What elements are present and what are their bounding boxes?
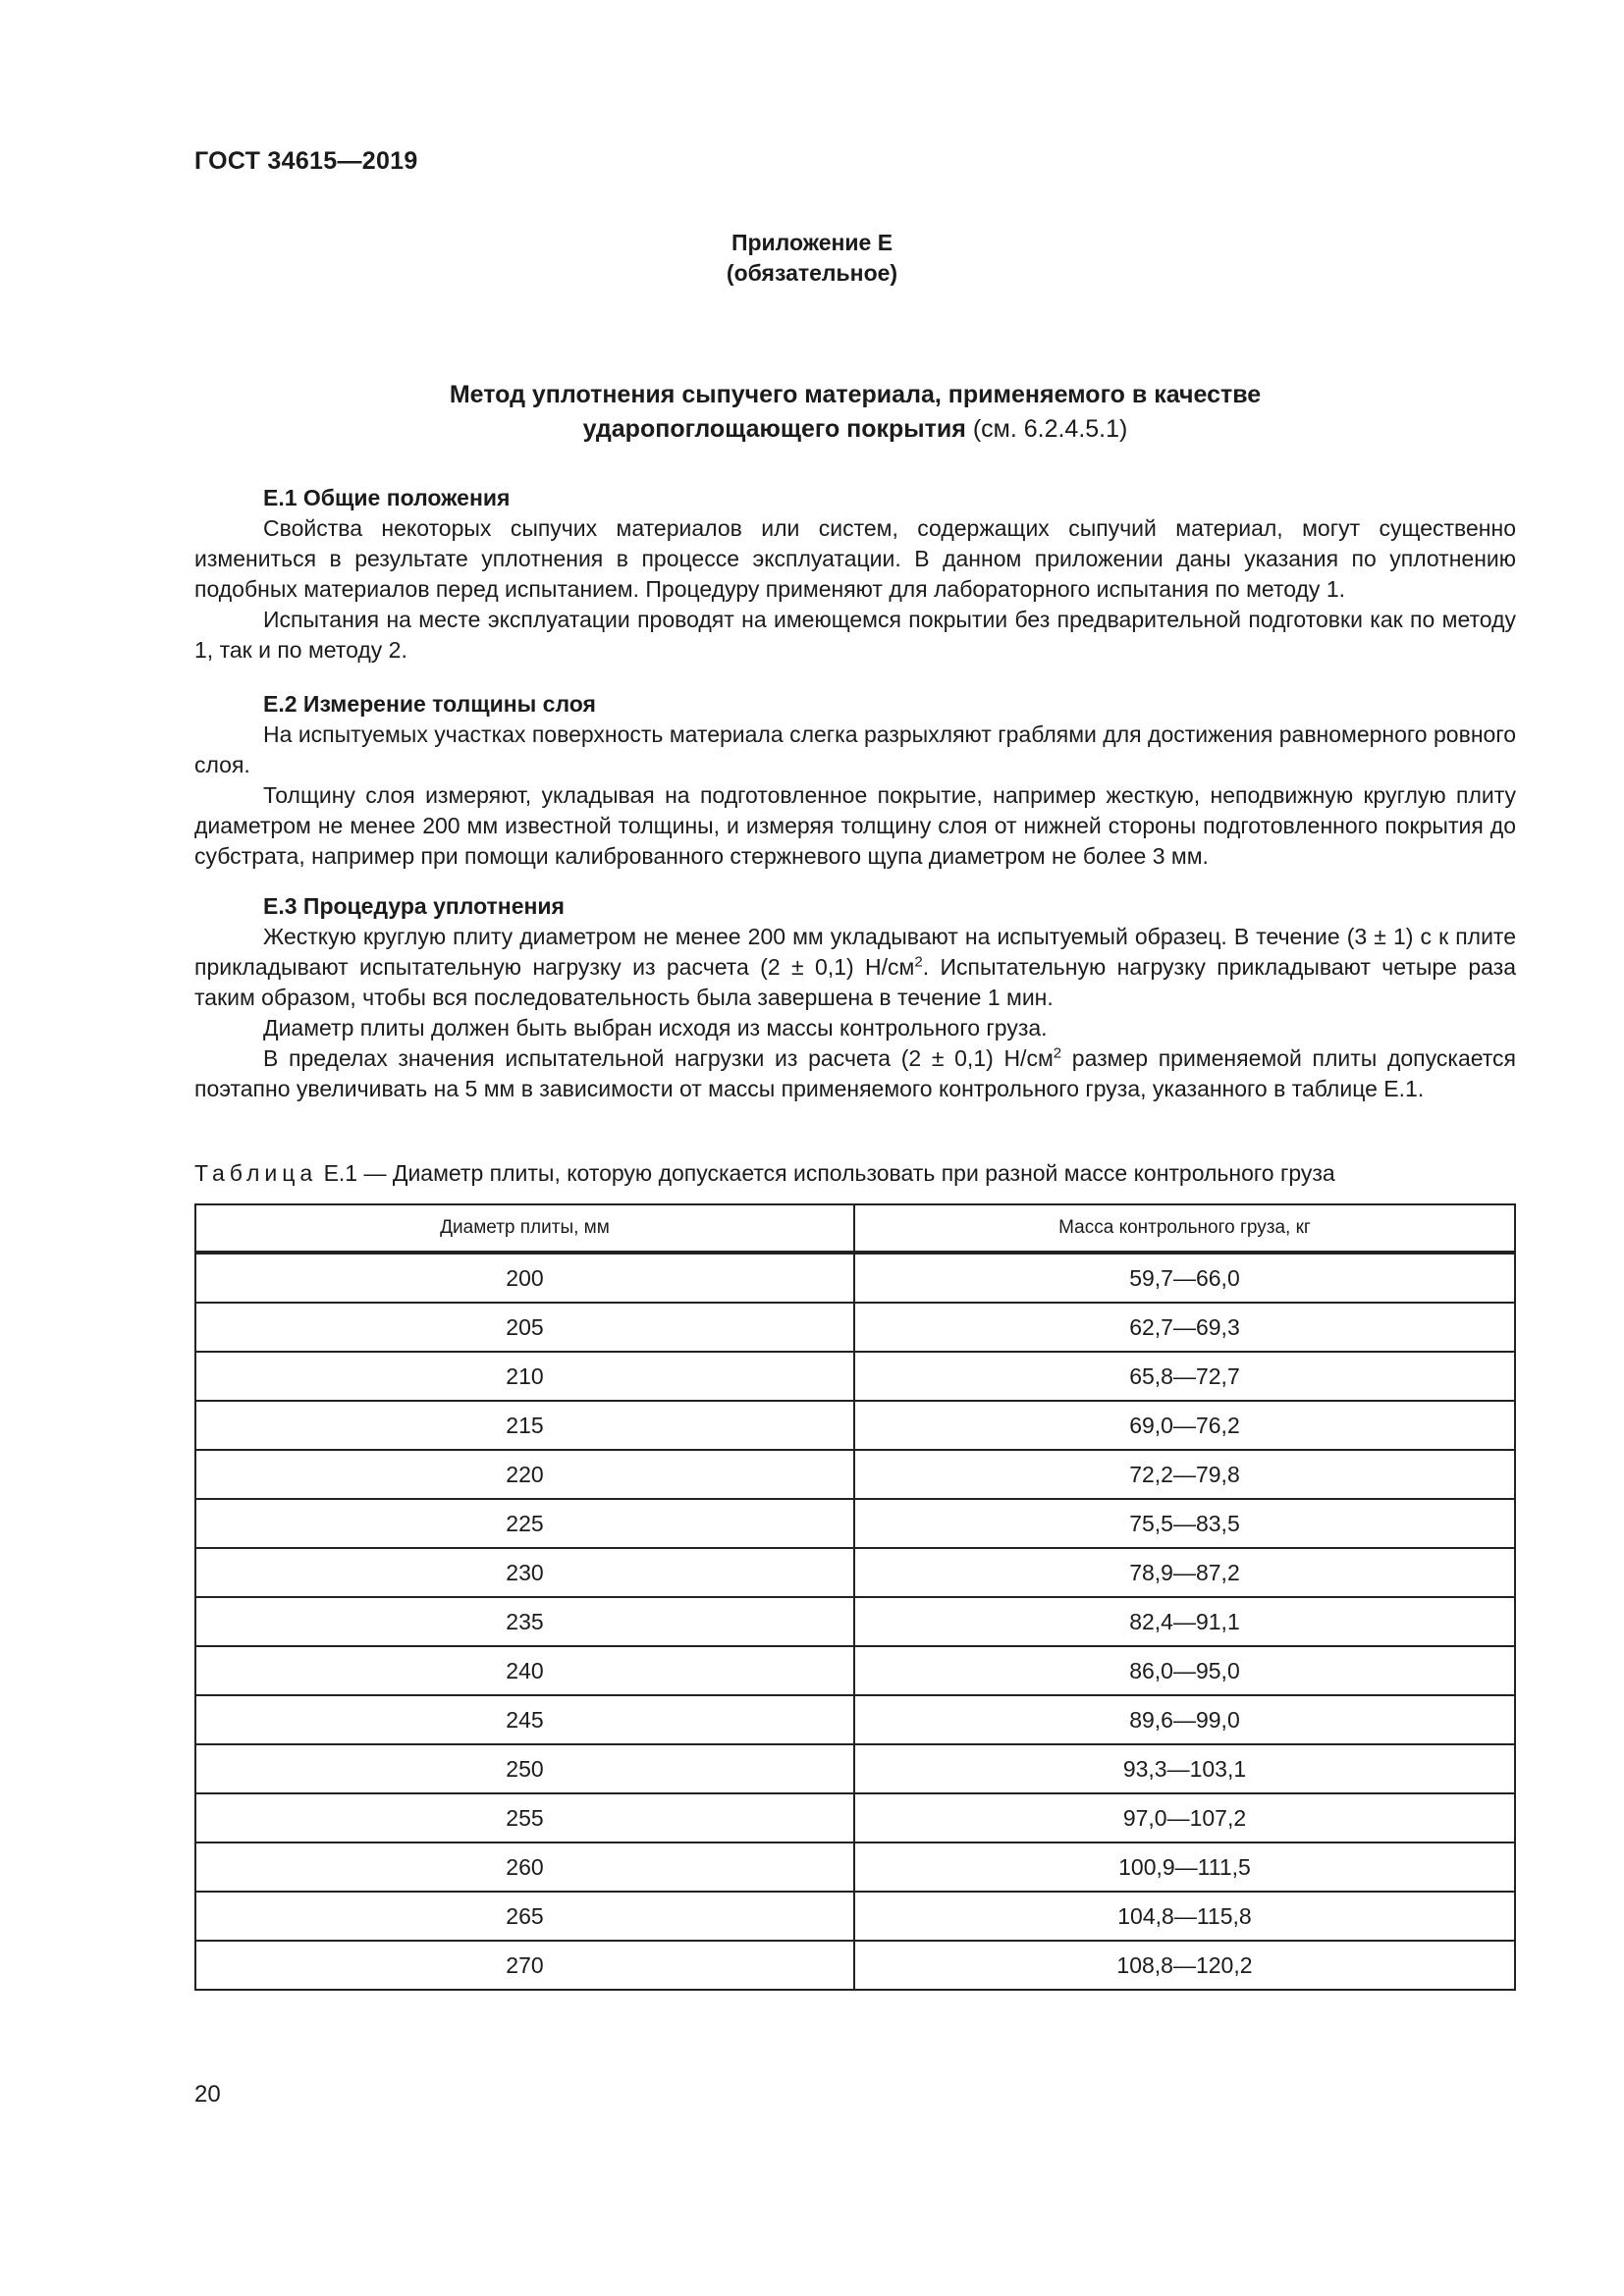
annex-title: Приложение Е [731, 230, 893, 255]
cell-diameter: 225 [195, 1499, 854, 1548]
cell-mass: 75,5—83,5 [854, 1499, 1515, 1548]
paragraph: В пределах значения испытательной нагрузки из расчета (2 ± 0,1) $Н/см^2$ размер применяемой плиты допускается поэтапно увеличивать на 5 мм в зависимости от массы применяемого контрольного груза, указанного в таблице Е.1. [194, 1044, 1516, 1101]
table-header-row [195, 1204, 1515, 1253]
section-heading: Е.2 Измерение толщины слоя [263, 691, 596, 717]
cell-diameter: 270 [195, 1941, 854, 1990]
cell-diameter: 235 [195, 1597, 854, 1646]
cell-mass: 100,9—111,5 [854, 1842, 1515, 1892]
table-row [195, 1793, 1515, 1842]
table-row [195, 1352, 1515, 1401]
cell-mass: 62,7—69,3 [854, 1303, 1515, 1352]
table-row [195, 1695, 1515, 1744]
column-header-mass: Масса контрольного груза, кг [854, 1204, 1515, 1253]
table-row [195, 1450, 1515, 1499]
page-number: 20 [194, 2081, 221, 2108]
section-e2 [194, 689, 1516, 872]
cell-diameter: 205 [195, 1303, 854, 1352]
plate-diameter-table [194, 1203, 1516, 1991]
cell-mass: 69,0—76,2 [854, 1401, 1515, 1450]
table-row [195, 1548, 1515, 1597]
paragraph: Свойства некоторых сыпучих материалов или систем, содержащих сыпучий материал, могут существенно измениться в результате уплотнения в процессе эксплуатации. В данном приложении даны указания по уплотнению подобных материалов перед испытанием. Процедуру применяют для лабораторного испытания по методу 1. [194, 515, 1516, 602]
table-row [195, 1842, 1515, 1892]
paragraph: Жесткую круглую плиту диаметром не менее 200 мм укладывают на испытуемый образец. В течение (3 ± 1) с к плите прикладывают испытательную нагрузку из расчета (2 ± 0,1) $Н/см^2$. Испытательную нагрузку прикладывают четыре раза таким образом, чтобы вся последовательность была завершена в течение 1 мин. [194, 924, 1516, 1010]
cell-mass: 97,0—107,2 [854, 1793, 1515, 1842]
paragraph: Испытания на месте эксплуатации проводят на имеющемся покрытии без предварительной подготовки как по методу 1, так и по методу 2. [194, 607, 1516, 663]
cell-mass: 78,9—87,2 [854, 1548, 1515, 1597]
title-reference: (см. 6.2.4.5.1) [972, 415, 1128, 443]
table-row [195, 1744, 1515, 1793]
cell-diameter: 245 [195, 1695, 854, 1744]
cell-diameter: 210 [195, 1352, 854, 1401]
cell-mass: 82,4—91,1 [854, 1597, 1515, 1646]
cell-mass: 93,3—103,1 [854, 1744, 1515, 1793]
cell-diameter: 260 [195, 1842, 854, 1892]
section-e3 [194, 891, 1516, 1104]
annex-status: (обязательное) [726, 260, 898, 286]
title-line-1: Метод уплотнения сыпучего материала, применяемого в качестве [449, 381, 1262, 408]
cell-mass: 89,6—99,0 [854, 1695, 1515, 1744]
paragraph: На испытуемых участках поверхность материала слегка разрыхляют граблями для достижения равномерного ровного слоя. [194, 721, 1516, 777]
table-caption-label: Таблица [194, 1160, 318, 1186]
cell-mass: 86,0—95,0 [854, 1646, 1515, 1695]
cell-mass: 104,8—115,8 [854, 1892, 1515, 1941]
cell-mass: 59,7—66,0 [854, 1253, 1515, 1303]
paragraph: Диаметр плиты должен быть выбран исходя из массы контрольного груза. [263, 1015, 1048, 1041]
standard-designation: ГОСТ 34615—2019 [194, 147, 418, 175]
document-title [194, 378, 1516, 447]
cell-mass: 65,8—72,7 [854, 1352, 1515, 1401]
cell-mass: 108,8—120,2 [854, 1941, 1515, 1990]
table-row [195, 1253, 1515, 1303]
cell-diameter: 240 [195, 1646, 854, 1695]
table-row [195, 1401, 1515, 1450]
cell-diameter: 230 [195, 1548, 854, 1597]
cell-diameter: 220 [195, 1450, 854, 1499]
table-row [195, 1892, 1515, 1941]
table-row [195, 1646, 1515, 1695]
column-header-diameter: Диаметр плиты, мм [195, 1204, 854, 1253]
table-row [195, 1597, 1515, 1646]
table-caption-text: Е.1 — Диаметр плиты, которую допускается использовать при разной массе контрольного груза [317, 1160, 1335, 1186]
cell-mass: 72,2—79,8 [854, 1450, 1515, 1499]
table-caption [194, 1158, 1335, 1189]
table-row [195, 1499, 1515, 1548]
cell-diameter: 250 [195, 1744, 854, 1793]
table-row [195, 1303, 1515, 1352]
cell-diameter: 265 [195, 1892, 854, 1941]
cell-diameter: 255 [195, 1793, 854, 1842]
table-row [195, 1941, 1515, 1990]
annex-heading [0, 228, 1624, 289]
section-heading: Е.1 Общие положения [263, 485, 511, 510]
paragraph: Толщину слоя измеряют, укладывая на подготовленное покрытие, например жесткую, неподвижную круглую плиту диаметром не менее 200 мм известной толщины, и измеряя толщину слоя от нижней стороны подготовленного покрытия до субстрата, например при помощи калиброванного стержневого щупа диаметром не более 3 мм. [194, 782, 1516, 869]
cell-diameter: 200 [195, 1253, 854, 1303]
title-line-2: ударопоглощающего покрытия [582, 415, 966, 443]
section-e1 [194, 483, 1516, 666]
cell-diameter: 215 [195, 1401, 854, 1450]
section-heading: Е.3 Процедура уплотнения [263, 893, 565, 919]
